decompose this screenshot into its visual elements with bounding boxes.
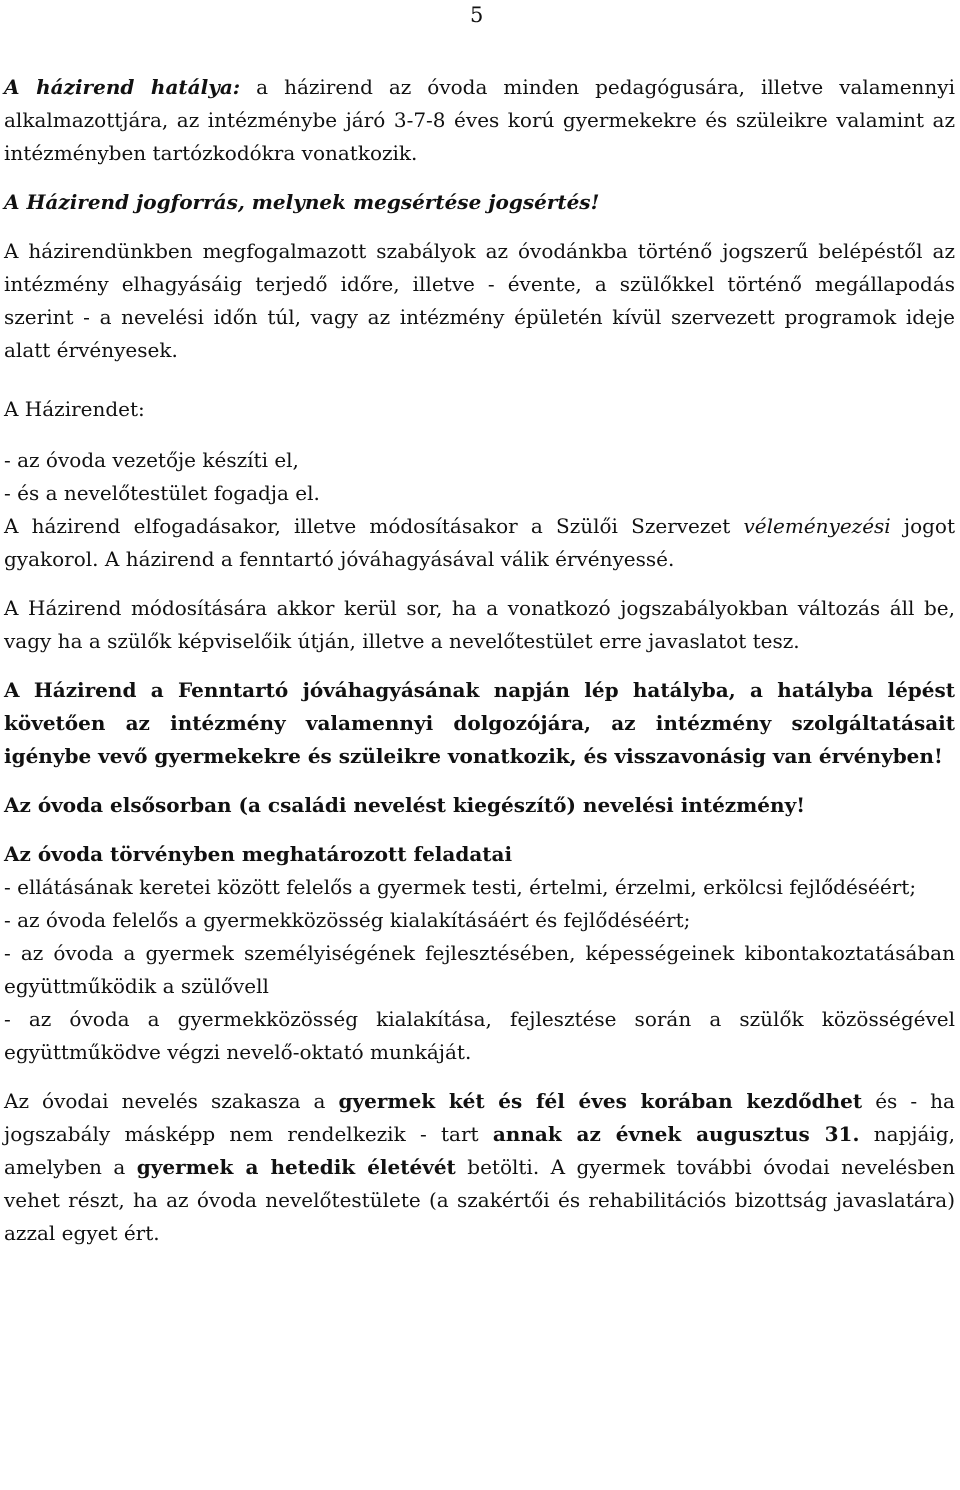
house-rules-heading: A Házirendet:	[4, 397, 145, 421]
education-text-a: Az óvodai nevelés szakasza a	[4, 1089, 339, 1113]
validity-paragraph: A házirendünkben megfogalmazott szabályok az óvodánkba történő jogszerű belépéstől az intézmény elhagyásáig terjedő időre, illetve - évente, a szülőkkel történő megállapodás szerint - a nevelési időn túl, vagy az intézmény épületén kívül szervezett programok ideje alatt érvényesek.	[4, 239, 955, 362]
list-item: - és a nevelőtestület fogadja el.	[4, 481, 320, 505]
page-number: 5	[470, 3, 484, 27]
list-item: - ellátásának keretei között felelős a gyermek testi, értelmi, érzelmi, erkölcsi fejlődéséért;	[4, 875, 917, 899]
education-text-g: betölti. A gyermek további óvodai nevelésben vehet részt, ha az óvoda nevelőtestülete (a szakértői és rehabilitációs bizottság javaslatára) azzal egyet ért.	[4, 1155, 955, 1245]
document-body	[4, 71, 955, 1250]
education-text-c: és - ha jogszabály másképp nem rendelkezik - tart	[4, 1089, 955, 1146]
adoption-text-a: A házirend elfogadásakor, illetve módosításakor a Szülői Szervezet	[4, 514, 744, 538]
adoption-paragraph	[4, 510, 955, 576]
list-item: - az óvoda felelős a gyermekközösség kialakításáért és fejlődéséért;	[4, 908, 691, 932]
scope-text: a házirend az óvoda minden pedagógusára, illetve valamennyi alkalmazottjára, az intézménybe járó 3-7-8 éves korú gyermekekre és szüleikre valamint az intézményben tartózkodókra vonatkozik.	[4, 75, 955, 165]
list-item: - az óvoda a gyermekközösség kialakítása, fejlesztése során a szülők közösségével együttműködve végzi nevelő-oktató munkáját.	[4, 1007, 955, 1064]
institution-statement: Az óvoda elsősorban (a családi nevelést kiegészítő) nevelési intézmény!	[4, 793, 805, 817]
preparation-list	[4, 444, 955, 510]
adoption-text-c: jogot gyakorol. A házirend a fenntartó jóváhagyásával válik érvényessé.	[4, 514, 955, 571]
education-period-paragraph	[4, 1085, 955, 1250]
scope-label: A házirend hatálya:	[4, 75, 241, 99]
education-text-bold-1: gyermek két és fél éves korában kezdődhet	[338, 1089, 863, 1113]
scope-paragraph	[4, 71, 955, 170]
education-text-bold-3: gyermek a hetedik életévét	[136, 1155, 456, 1179]
modification-paragraph: A Házirend módosítására akkor kerül sor, ha a vonatkozó jogszabályokban változás áll be, vagy ha a szülők képviselőik útján, illetve a nevelőtestület erre javaslatot tesz.	[4, 596, 955, 653]
duties-heading: Az óvoda törvényben meghatározott feladatai	[4, 842, 513, 866]
list-item: - az óvoda a gyermek személyiségének fejlesztésében, képességeinek kibontakoztatásában együttműködik a szülővell	[4, 941, 955, 998]
education-text-e: napjáig, amelyben a	[4, 1122, 955, 1179]
education-text-bold-2: annak az évnek augusztus 31.	[492, 1122, 860, 1146]
adoption-text-emphasis: véleményezési	[743, 514, 891, 538]
duties-list	[4, 871, 955, 1069]
effect-paragraph: A Házirend a Fenntartó jóváhagyásának napján lép hatályba, a hatályba lépést követően az intézmény valamennyi dolgozójára, az intézmény szolgáltatásait igénybe vevő gyermekekre és szüleikre vonatkozik, és visszavonásig van érvényben!	[4, 678, 955, 768]
list-item: - az óvoda vezetője készíti el,	[4, 448, 299, 472]
legal-source-statement: A Házirend jogforrás, melynek megsértése jogsértés!	[4, 190, 600, 214]
